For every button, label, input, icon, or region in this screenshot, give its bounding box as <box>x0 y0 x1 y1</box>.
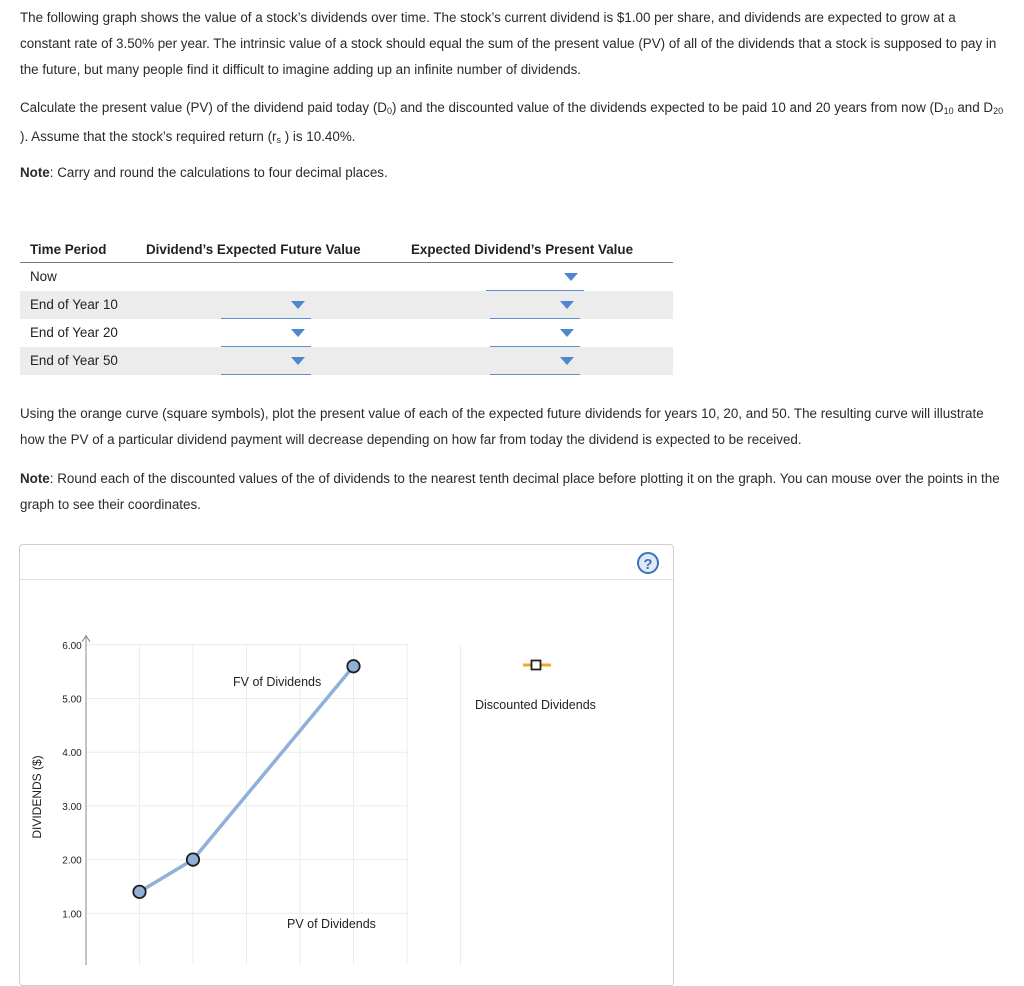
label-pv-dividends: PV of Dividends <box>287 917 376 931</box>
plot-instructions: Using the orange curve (square symbols), plot the present value of each of the expected future dividends for years 10, 20, and 50. The resulting curve will illustrate how the PV of a particular dividend payment will decrease depending on how far from today the dividend is expected to be received. <box>20 406 984 447</box>
p2-sub-20: 20 <box>993 106 1004 116</box>
p2-text-c: and D <box>953 100 994 115</box>
legend-discounted-dividends <box>475 661 596 713</box>
table-row-now <box>20 263 673 291</box>
note-text: : Carry and round the calculations to four decimal places. <box>49 165 388 180</box>
note-label: Note <box>20 471 50 486</box>
fv-data-point[interactable] <box>133 886 145 898</box>
y-tick-label: 1.00 <box>62 909 82 921</box>
label-fv-dividends: FV of Dividends <box>233 675 322 689</box>
y-tick-label: 2.00 <box>62 855 82 867</box>
dropdown-pv-year-10[interactable] <box>490 297 580 319</box>
table-row-year-10 <box>20 291 673 319</box>
note-label: Note <box>20 165 50 180</box>
header-time-period: Time Period <box>30 242 107 257</box>
chart-axes <box>62 636 90 965</box>
legend-label: Discounted Dividends <box>475 698 596 712</box>
chevron-down-icon <box>291 301 305 309</box>
help-icon[interactable]: ? <box>637 552 659 574</box>
note-text: : Round each of the discounted values of the of dividends to the nearest tenth decimal place before plotting it on the graph. You can mouse over the points in the graph to see their coordinates. <box>20 471 1000 512</box>
chevron-down-icon <box>560 357 574 365</box>
p2-text-d: ). Assume that the stock’s required return (r <box>20 129 277 144</box>
intro-paragraph: The following graph shows the value of a stock’s dividends over time. The stock’s current dividend is $1.00 per share, and dividends are expected to grow at a constant rate of 3.50% per year. The intrinsic value of a stock should equal the sum of the present value (PV) of all of the dividends that a stock is supposed to pay in the future, but many people find it difficult to imagine adding up an infinite number of dividends. <box>20 10 997 77</box>
p2-sub-0: 0 <box>386 106 392 116</box>
note-plotting <box>20 466 1005 518</box>
row-label: End of Year 10 <box>30 297 118 312</box>
chart-grid <box>86 645 461 965</box>
row-label: End of Year 50 <box>30 353 118 368</box>
dividend-chart[interactable] <box>20 545 673 965</box>
row-label: Now <box>30 269 57 284</box>
note-rounding <box>20 160 1005 186</box>
chevron-down-icon <box>291 329 305 337</box>
graph-panel <box>19 544 674 986</box>
y-tick-label: 3.00 <box>62 801 82 813</box>
p2-text-a: Calculate the present value (PV) of the dividend paid today (D <box>20 100 387 115</box>
p2-sub-s: s <box>276 135 282 145</box>
table-row-year-20 <box>20 319 673 347</box>
legend-square-marker <box>532 661 541 670</box>
header-future-value: Dividend’s Expected Future Value <box>146 242 361 257</box>
p2-text-e: ) is 10.40%. <box>281 129 356 144</box>
row-label: End of Year 20 <box>30 325 118 340</box>
calculation-instructions <box>20 95 1005 153</box>
dropdown-pv-year-50[interactable] <box>490 353 580 375</box>
chevron-down-icon <box>564 273 578 281</box>
y-axis-title: DIVIDENDS ($) <box>30 755 44 839</box>
dropdown-pv-year-20[interactable] <box>490 325 580 347</box>
dropdown-pv-now[interactable] <box>486 269 584 291</box>
fv-data-point[interactable] <box>187 853 199 865</box>
fv-data-point[interactable] <box>347 660 359 672</box>
table-row-year-50 <box>20 347 673 375</box>
y-tick-label: 5.00 <box>62 694 82 706</box>
dropdown-fv-year-10[interactable] <box>221 297 311 319</box>
p2-text-b: ) and the discounted value of the dividends expected to be paid 10 and 20 years from now (D <box>391 100 944 115</box>
chevron-down-icon <box>560 301 574 309</box>
header-present-value: Expected Dividend’s Present Value <box>411 242 634 257</box>
y-tick-label: 4.00 <box>62 748 82 760</box>
dropdown-fv-year-50[interactable] <box>221 353 311 375</box>
y-tick-label: 6.00 <box>62 640 82 652</box>
chevron-down-icon <box>560 329 574 337</box>
dropdown-fv-year-20[interactable] <box>221 325 311 347</box>
chevron-down-icon <box>291 357 305 365</box>
p2-sub-10: 10 <box>943 106 954 116</box>
